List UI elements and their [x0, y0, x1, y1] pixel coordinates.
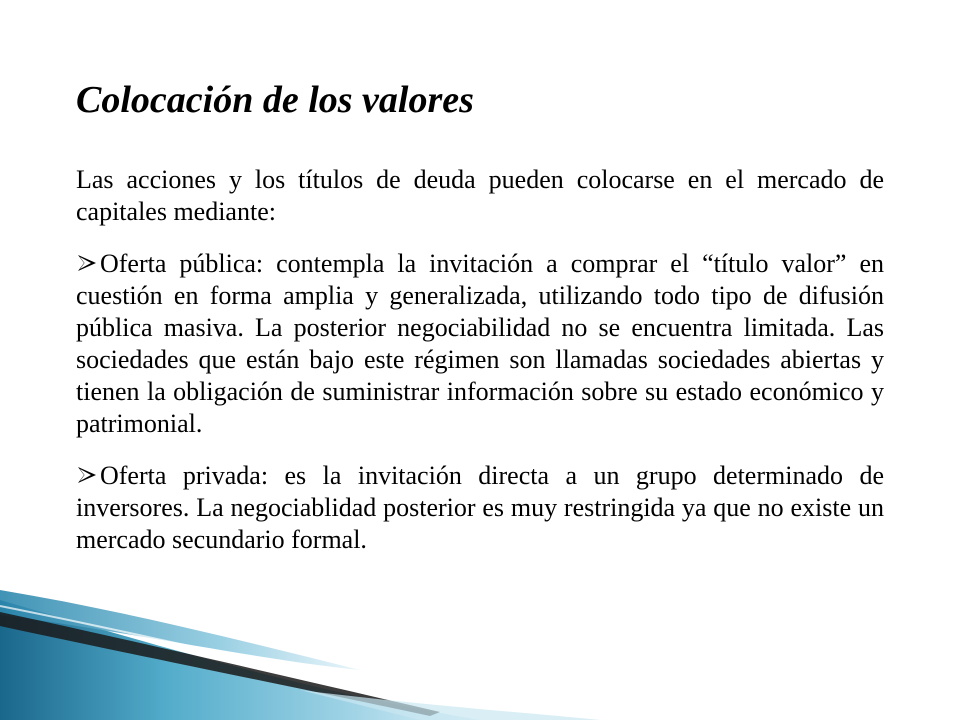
slide-title: Colocación de los valores — [76, 79, 474, 121]
bullet-item-oferta-privada — [76, 460, 884, 556]
intro-paragraph: Las acciones y los títulos de deuda pueden colocarse en el mercado de capitales mediante: — [76, 165, 884, 226]
arrow-bullet-icon — [76, 253, 98, 273]
bullet-text: Oferta privada: es la invitación directa a un grupo determinado de inversores. La negociablidad posterior es muy restringida ya que no existe un mercado secundario formal. — [76, 461, 884, 554]
arrow-bullet-icon — [76, 465, 98, 485]
slide-body — [76, 164, 884, 576]
bullet-text: Oferta pública: contempla la invitación a comprar el “título valor” en cuestión en forma amplia y generalizada, utilizando todo tipo de difusión pública masiva. La posterior negociabilidad no se encuentra limitada. Las sociedades que están bajo este régimen son llamadas sociedades abiertas y tienen la obligación de suministrar información sobre su estado económico y patrimonial. — [76, 249, 884, 438]
bullet-item-oferta-publica — [76, 248, 884, 440]
